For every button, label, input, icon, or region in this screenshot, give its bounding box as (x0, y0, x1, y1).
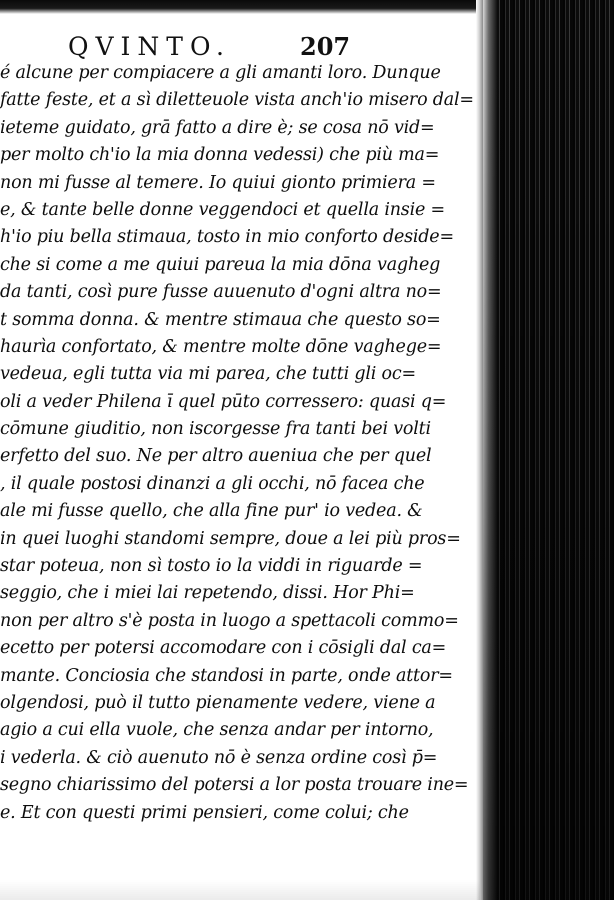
page-number: 207 (300, 32, 351, 61)
text-line: oli a veder Philena ī quel pūto corressero: quasi q= (0, 391, 447, 412)
text-line: fatte feste, et a sì diletteuole vista anch'io misero dal= (0, 90, 474, 111)
top-shadow (0, 0, 480, 14)
text-line: mante. Conciosia che standosi in parte, onde attor= (0, 665, 453, 686)
text-line: vedeua, egli tutta via mi parea, che tutti gli oc= (0, 364, 416, 385)
text-line: seggio, che i miei lai repetendo, dissi. Hor Phi= (0, 583, 415, 604)
text-line: in quei luoghi standomi sempre, doue a lei più pros= (0, 528, 461, 549)
text-line: da tanti, così pure fusse auuenuto d'ogni altra no= (0, 282, 442, 303)
text-line: olgendosi, può il tutto pienamente vedere, viene a (0, 692, 436, 713)
text-line: ecetto per potersi accomodare con i cōsigli dal ca= (0, 638, 447, 659)
text-line: ieteme guidato, grā fatto a dire è; se cosa nō vid= (0, 117, 435, 138)
text-line: erfetto del suo. Ne per altro aueniua che per quel (0, 446, 432, 467)
text-line: h'io piu bella stimaua, tosto in mio conforto deside= (0, 227, 454, 248)
text-line: t somma donna. & mentre stimaua che questo so= (0, 309, 441, 330)
text-line: per molto ch'io la mia donna vedessi) che più ma= (0, 145, 440, 166)
page-edge (476, 0, 483, 900)
text-line: , il quale postosi dinanzi a gli occhi, nō facea che (0, 473, 425, 494)
text-line: haurìa confortato, & mentre molte dōne vaghege= (0, 336, 442, 357)
text-line: segno chiarissimo del potersi a lor posta trouare ine= (0, 775, 469, 796)
text-line: e, & tante belle donne veggendoci et quella insie = (0, 199, 445, 220)
text-line: i vederla. & ciò auenuto nō è senza ordine così p̄= (0, 747, 438, 768)
text-line: é alcune per compiacere a gli amanti loro. Dunque (0, 63, 441, 83)
text-line: non mi fusse al temere. Io quiui gionto primiera = (0, 172, 436, 193)
bottom-shade (0, 880, 480, 900)
text-line: e. Et con questi primi pensieri, come colui; che (0, 802, 409, 823)
text-line: star poteua, non sì tosto io la viddi in riguarde = (0, 556, 423, 577)
book-fore-edge (483, 0, 614, 900)
text-line: agio a cui ella vuole, che senza andar per intorno, (0, 720, 434, 741)
text-line: ale mi fusse quello, che alla fine pur' io vedea. & (0, 501, 423, 522)
running-head: QVINTO. (68, 32, 231, 61)
body-text (0, 60, 474, 823)
text-line: che si come a me quiui pareua la mia dōna vagheg (0, 254, 441, 275)
text-line: non per altro s'è posta in luogo a spettacoli commo= (0, 610, 459, 631)
text-line: cōmune giuditio, non iscorgesse fra tanti bei volti (0, 419, 431, 440)
